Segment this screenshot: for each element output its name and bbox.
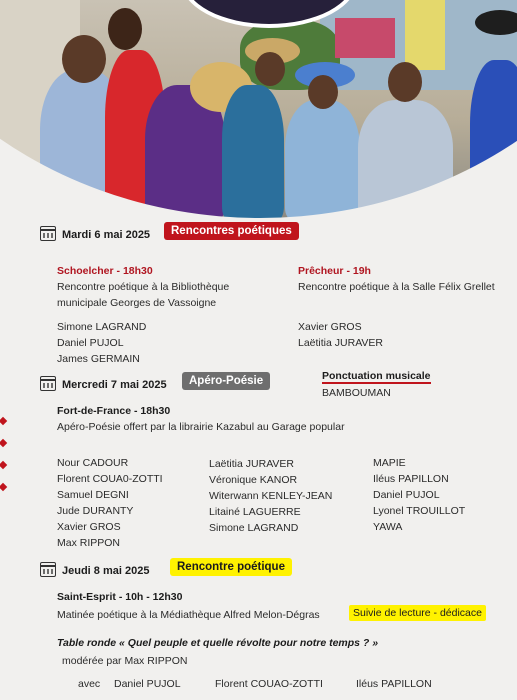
day2-col2-name: Litainé LAGUERRE [209, 506, 301, 518]
avec-name: Iléus PAPILLON [356, 678, 432, 690]
day3-highlight: Suivie de lecture - dédicace [349, 605, 486, 621]
day1-left-name: James GERMAIN [57, 353, 140, 365]
day1-badge: Rencontres poétiques [164, 222, 299, 240]
day1-left-place: Schoelcher - 18h30 [57, 265, 153, 277]
day1-date: Mardi 6 mai 2025 [62, 229, 151, 241]
day2-col3-name: YAWA [373, 521, 403, 533]
day1-left-name: Daniel PUJOL [57, 337, 124, 349]
table-ronde-title: Table ronde « Quel peuple et quelle révolte pour notre temps ? » [57, 637, 379, 649]
day2-col1-name: Jude DURANTY [57, 505, 134, 517]
decorative-mark [0, 461, 7, 469]
day2-desc: Apéro-Poésie offert par la librairie Kazabul au Garage popular [57, 421, 345, 433]
day3-badge: Rencontre poétique [170, 558, 292, 576]
moderator: modérée par Max RIPPON [62, 655, 188, 667]
day1-right-name: Laëtitia JURAVER [298, 337, 384, 349]
day2-col2-name: Simone LAGRAND [209, 522, 299, 534]
day1-left-desc2: municipale Georges de Vassoigne [57, 297, 217, 309]
day2-date: Mercredi 7 mai 2025 [62, 379, 167, 391]
day2-col3-name: Daniel PUJOL [373, 489, 440, 501]
day2-col3-name: Iléus PAPILLON [373, 473, 449, 485]
day2-col1-name: Florent COUA0-ZOTTI [57, 473, 163, 485]
day3-place: Saint-Esprit - 10h - 12h30 [57, 591, 183, 603]
day2-col1-name: Samuel DEGNI [57, 489, 129, 501]
day2-col1-name: Xavier GROS [57, 521, 121, 533]
header-photo [0, 0, 517, 218]
day2-col1-name: Nour CADOUR [57, 457, 129, 469]
decorative-mark [0, 483, 7, 491]
day3-desc: Matinée poétique à la Médiathèque Alfred Melon-Dégras [57, 609, 320, 621]
day1-left-desc1: Rencontre poétique à la Bibliothèque [57, 281, 230, 293]
decorative-mark [0, 417, 7, 425]
day2-place: Fort-de-France - 18h30 [57, 405, 171, 417]
day3-date: Jeudi 8 mai 2025 [62, 565, 150, 577]
day2-col3-name: MAPIE [373, 457, 406, 469]
day1-right-desc: Rencontre poétique à la Salle Félix Grellet [298, 281, 495, 293]
avec-name: Florent COUAO-ZOTTI [215, 678, 323, 690]
day2-col1-name: Max RIPPON [57, 537, 121, 549]
day1-right-place: Prêcheur - 19h [298, 265, 371, 277]
music-title: Ponctuation musicale [322, 370, 431, 382]
music-name: BAMBOUMAN [322, 387, 391, 399]
avec-name: Daniel PUJOL [114, 678, 181, 690]
avec-label: avec [78, 678, 101, 690]
day2-col2-name: Véronique KANOR [209, 474, 298, 486]
day2-col2-name: Laëtitia JURAVER [209, 458, 295, 470]
decorative-mark [0, 439, 7, 447]
day2-badge: Apéro-Poésie [182, 372, 270, 390]
calendar-icon [40, 226, 56, 241]
day1-right-name: Xavier GROS [298, 321, 362, 333]
day1-left-name: Simone LAGRAND [57, 321, 147, 333]
day2-col2-name: Witerwann KENLEY-JEAN [209, 490, 333, 502]
day2-col3-name: Lyonel TROUILLOT [373, 505, 466, 517]
calendar-icon [40, 562, 56, 577]
calendar-icon [40, 376, 56, 391]
